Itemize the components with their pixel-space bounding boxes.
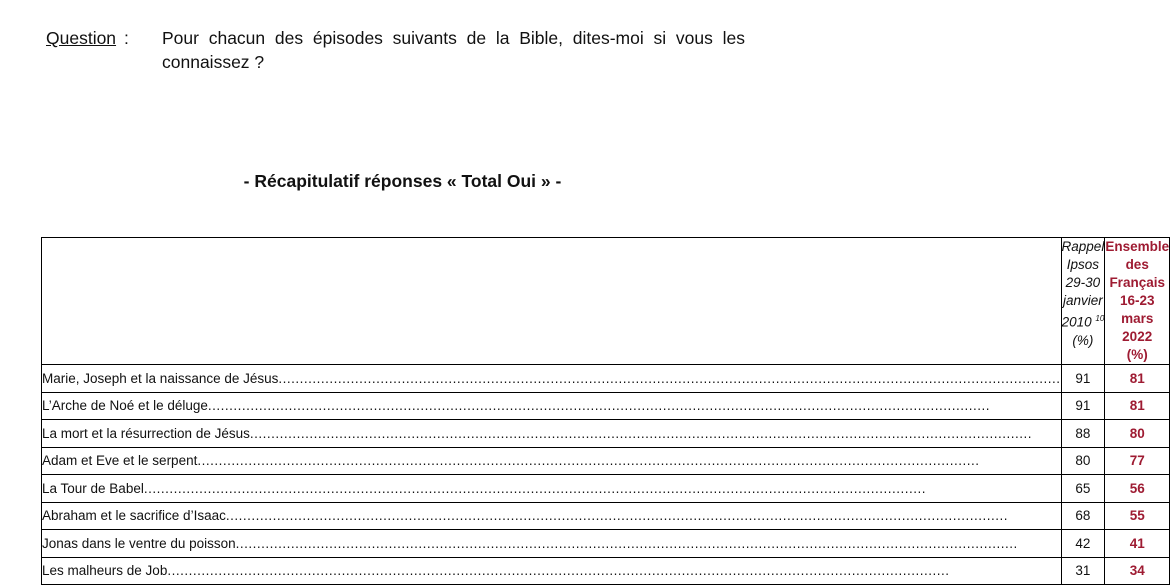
episode-cell (42, 392, 1062, 420)
dot-leader (250, 426, 1061, 441)
episode-cell-content (42, 398, 1061, 413)
header-2022-line2: Français (1109, 275, 1165, 290)
header-2022-line3: 16-23 mars 2022 (1119, 293, 1155, 344)
value-2010: 91 (1061, 392, 1105, 420)
table-row (42, 475, 1170, 503)
dot-leader (197, 453, 1060, 468)
value-2022: 55 (1105, 502, 1170, 530)
table-row (42, 530, 1170, 558)
table-row (42, 557, 1170, 585)
episode-cell (42, 447, 1062, 475)
episode-label: Marie, Joseph et la naissance de Jésus (42, 370, 279, 386)
table-body (42, 365, 1170, 585)
episode-cell-content (42, 371, 1061, 386)
value-2010: 91 (1061, 365, 1105, 393)
value-2010: 68 (1061, 502, 1105, 530)
header-corner-cell (42, 238, 1062, 365)
value-2010: 80 (1061, 447, 1105, 475)
value-2010: 88 (1061, 420, 1105, 448)
header-2010-line3 (1062, 310, 1105, 332)
episode-cell-content (42, 536, 1061, 551)
header-2010-line1: Rappel Ipsos (1061, 239, 1105, 272)
episode-cell (42, 475, 1062, 503)
table-row (42, 392, 1170, 420)
value-2010: 31 (1061, 557, 1105, 585)
dot-leader (278, 371, 1060, 386)
header-2022 (1105, 238, 1170, 365)
episode-cell (42, 502, 1062, 530)
episode-cell (42, 530, 1062, 558)
header-2010-line2: 29-30 janvier (1063, 275, 1103, 308)
dot-leader (236, 536, 1061, 551)
value-2022: 77 (1105, 447, 1170, 475)
table-row (42, 365, 1170, 393)
episode-label: La mort et la résurrection de Jésus (42, 425, 250, 441)
episode-cell (42, 557, 1062, 585)
value-2022: 41 (1105, 530, 1170, 558)
episode-label: Les malheurs de Job (42, 563, 168, 579)
value-2022: 34 (1105, 557, 1170, 585)
dot-leader (144, 481, 1061, 496)
value-2022: 81 (1105, 365, 1170, 393)
dot-leader (167, 563, 1060, 578)
value-2022: 81 (1105, 392, 1170, 420)
episode-cell (42, 365, 1062, 393)
dot-leader (208, 398, 1061, 413)
header-2010-year: 2010 (1061, 314, 1092, 330)
episode-cell-content (42, 426, 1061, 441)
header-2010-line4: (%) (1072, 332, 1094, 348)
header-row (42, 238, 1170, 365)
episode-label: La Tour de Babel (42, 480, 144, 496)
value-2010: 42 (1061, 530, 1105, 558)
dot-leader (226, 508, 1061, 523)
episode-cell-content (42, 481, 1061, 496)
episode-cell (42, 420, 1062, 448)
header-2022-line4: (%) (1126, 347, 1148, 362)
results-table (41, 237, 1170, 585)
table-row (42, 420, 1170, 448)
question-text: Pour chacun des épisodes suivants de la Bible, dites-moi si vous les connaissez ? (162, 28, 745, 72)
value-2022: 56 (1105, 475, 1170, 503)
header-2010 (1061, 238, 1105, 365)
episode-label: L’Arche de Noé et le déluge (42, 398, 208, 414)
header-2022-line1: Ensemble des (1105, 239, 1170, 272)
episode-label: Jonas dans le ventre du poisson (42, 535, 236, 551)
episode-cell-content (42, 508, 1061, 523)
value-2022: 80 (1105, 420, 1170, 448)
episode-cell-content (42, 563, 1061, 578)
value-2010: 65 (1061, 475, 1105, 503)
footnote-ref: 10 (1095, 314, 1105, 323)
recap-title: - Récapitulatif réponses « Total Oui » - (243, 171, 562, 191)
table-row (42, 447, 1170, 475)
episode-label: Adam et Eve et le serpent (42, 453, 198, 469)
question-label: Question (46, 28, 117, 48)
episode-label: Abraham et le sacrifice d’Isaac (42, 508, 226, 524)
episode-cell-content (42, 453, 1061, 468)
table-row (42, 502, 1170, 530)
question-colon: : (124, 28, 129, 48)
